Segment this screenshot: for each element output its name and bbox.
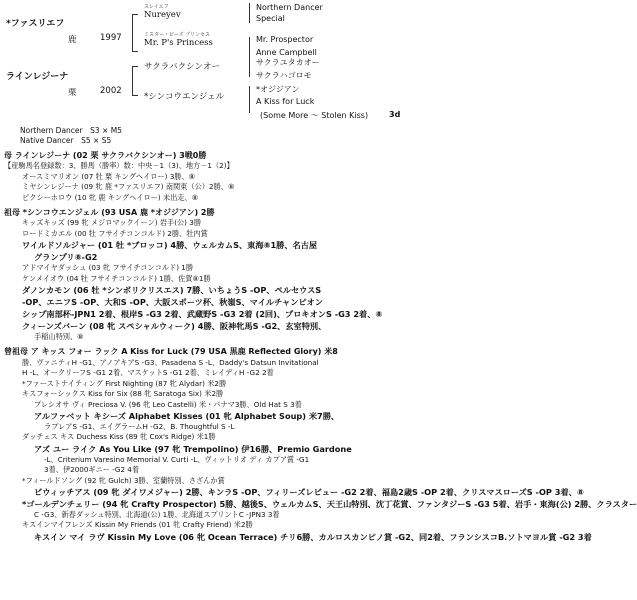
record-line: オースミマリオン (07 牡 栗 キングヘイロー) 3勝、⑧: [22, 171, 196, 181]
record-line: 手稲山特別、⑧: [34, 332, 84, 342]
ssd-name: Special: [256, 14, 285, 23]
record-line: ロードミカエル (00 牡 フサイチコンコルド) 2勝、牡内賞: [22, 228, 208, 238]
record-line: クィーンズバーン (08 牝 スペシャルウィーク) 4勝、阪神牝馬S -G2、玄室特別、: [22, 321, 327, 332]
record-line: ワイルドソルジャー (01 牡 *ブロッコ) 4勝、ウェルカムS、東海⑧1勝、名古屋: [22, 240, 318, 251]
sire-name: [6, 16, 64, 29]
record-line: *ゴールデンチェリー (94 牝 Crafty Prospector) 5勝、越後S、ウェルカムS、天王山特別、沈丁花賞、ファンタジーS -G3 5着、岩手・東海(公) 2勝、クラスター: [22, 498, 637, 509]
sire-label: ファスリエフ: [10, 19, 65, 29]
dam-color: 栗: [68, 88, 77, 98]
sd-ruby: ミスター・ピーズ プリンセス: [144, 32, 210, 38]
ss-name: Nureyev: [144, 10, 181, 20]
section-heading: 曾祖母 ア キッス フォー ラック A Kiss for Luck (79 USA 黒鹿 Reflected Glory) 米8: [4, 347, 338, 357]
family-note: (Some More ～ Stolen Kiss): [260, 111, 369, 120]
record-line: 【産駒馬名登録数：3、勝馬（勝率）数：中央－1（3)、地方－1（2)】: [4, 161, 234, 171]
pedigree-block: [0, 0, 415, 145]
dd-name: *シンコウエンジェル: [144, 92, 225, 102]
ds-name: サクラバクシンオー: [144, 62, 220, 72]
record-line: ビウィッチアス (09 牝 ダイワメジャー) 2勝、キンラS -OP、フィリーズレビュー -G2 2着、福島2歳S -OP 2着、クリスマスローズS -OP 3着、⑧: [34, 486, 584, 497]
record-line: H -L、オークリーフS -G1 2着、マスケットS -G1 2着、ミレイディH -G2 2着: [22, 368, 274, 378]
record-line: ラプレアS -G1、エイグラームH -G2、B. Thoughtful S -L: [44, 421, 235, 431]
dam-name: ラインレジーナ: [6, 72, 69, 82]
record-line: キッズキッズ (99 牝 メジロマックイーン) 岩手(公) 3勝: [22, 218, 202, 228]
inbreed-2: Native Dancer S5 × S5: [20, 136, 112, 145]
dsd-name: サクラハゴロモ: [256, 71, 312, 80]
section-heading: 祖母 *シンコウエンジェル (93 USA 鹿 *オジジアン) 2勝: [4, 208, 215, 218]
record-line: ケンメイオウ (04 牡 フサイチコンコルド) 1勝、佐賀⑧1勝: [22, 273, 211, 283]
record-line: -OP、エニフS -OP、大和S -OP、大阪スポーツ杯、秋嶺S、マイルチャンピオン: [22, 297, 323, 308]
sire-year: 1997: [100, 33, 122, 43]
sdd-name: Anne Campbell: [256, 48, 317, 57]
ss-ruby: スレイエフ: [144, 4, 169, 10]
record-line: グランプリ⑧-G2: [34, 252, 98, 263]
record-line: ミヤシンレジーナ (09 牝 鹿 *ファスリエフ) 南関東（公）2勝、⑧: [22, 182, 235, 192]
family-record-section: [4, 146, 637, 543]
record-line: C -G3、新春ダッシュ特別、北海道(公) 1勝、北海道スプリントC -JPN3 3着: [34, 509, 280, 519]
section-heading: 母 ラインレジーナ (02 栗 サクラバクシンオー) 3戦0勝: [4, 151, 207, 160]
record-line: 勝、ヴァニティH -G1、アノアキアS -G3、Pasadena S -L、Daddy's Datsun Invitational: [22, 357, 319, 367]
record-line: *ファーストナイティング First Nighting (87 牝 Alydar) 米2勝: [22, 378, 227, 388]
record-line: プレシオサ ヴィ Preciosa V. (96 牝 Leo Castelli) 米・パナマ3勝、Old Hat S 3着: [34, 399, 302, 409]
dss-name: サクラユタカオー: [256, 58, 320, 67]
sds-name: Mr. Prospector: [256, 35, 314, 44]
record-line: キスフォーシックス Kiss for Six (88 牝 Saratoga Six) 米2勝: [22, 389, 224, 399]
inbreed-1: Northern Dancer S3 × M5: [20, 126, 122, 135]
record-line: アドマイヤダッシュ (03 牝 フサイチコンコルド) 1勝: [22, 263, 194, 273]
record-line: アズ ユー ライク As You Like (97 牝 Trempolino) 伊16勝、Premio Gardone: [34, 443, 352, 454]
record-line: キスインマイフレンズ Kissin My Friends (01 牝 Crafty Friend) 米2勝: [22, 520, 253, 530]
record-line: *フィールドソング (92 牝 Gulch) 3勝、室蘭特別、さざんか賞: [22, 475, 225, 485]
sss-name: Northern Dancer: [256, 3, 323, 12]
ddd-name: A Kiss for Luck: [256, 97, 315, 106]
record-line: ダッチェス キス Duchess Kiss (89 牝 Cox's Ridge) 米1勝: [22, 432, 216, 442]
family-number: 3d: [389, 110, 401, 119]
sire-color: 鹿: [68, 35, 77, 45]
record-line: キスイン マイ ラヴ Kissin My Love (06 牝 Ocean Terrace) チリ6勝、カルロスカンピノ賞 -G2、同2着、フランシスコB.ソトマヨル賞 -G2 3着: [34, 531, 592, 542]
dam-year: 2002: [100, 86, 122, 96]
sd-name: Mr. P's Princess: [144, 38, 213, 48]
record-line: ピクシーホロウ (10 牝 鹿 キングヘイロー) 未出走、⑧: [22, 192, 199, 202]
import-mark: *: [6, 19, 11, 29]
record-line: ダノンカモン (06 牡 *シンボリクリスエス) 7勝、いちょうS -OP、ペルセウスS: [22, 285, 322, 296]
record-line: -L、Criterium Varesino Memorial V. Curti -L、ヴィットリオ ディ カプア賞 -G1: [44, 454, 310, 464]
dds-name: *オジジアン: [256, 85, 300, 94]
record-line: シップ南部杯-JPN1 2着、根岸S -G3 2着、武蔵野S -G3 2着 (2回)、プロキオンS -G3 2着、⑧: [22, 309, 383, 320]
record-line: アルファベット キシーズ Alphabet Kisses (01 牝 Alphabet Soup) 米7勝、: [34, 410, 340, 421]
record-line: 3着、伊2000ギニー -G2 4着: [44, 465, 140, 475]
